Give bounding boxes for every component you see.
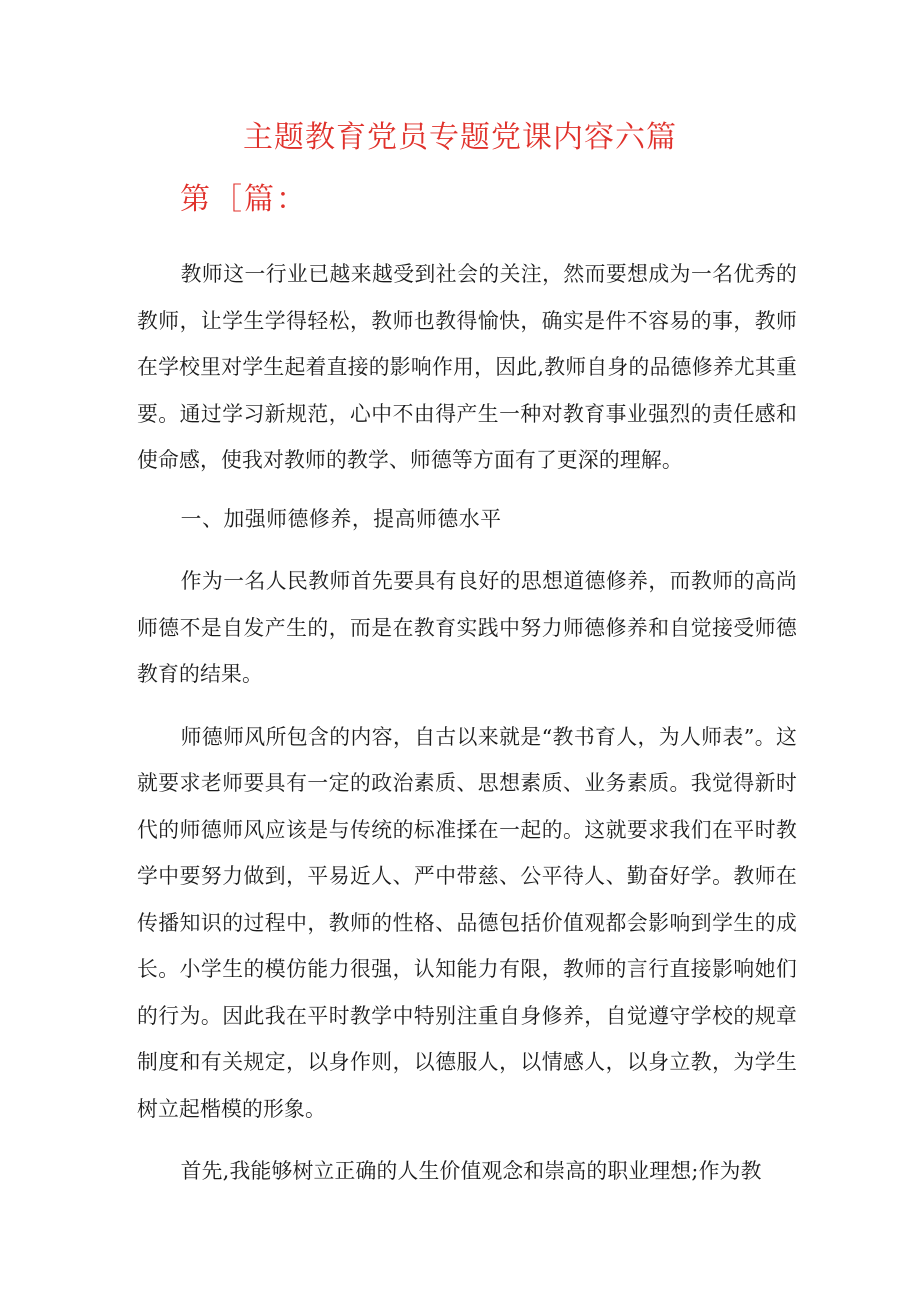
paragraph-teacher-conduct: 师德师风所包含的内容，自古以来就是“教书育人，为人师表”。这就要求老师要具有一定的政治素质、思想素质、业务素质。我觉得新时代的师德师风应该是与传统的标准揉在一起的。这就要求我们在平时教学中要努力做到，平易近人、严中带慈、公平待人、勤奋好学。教师在传播知识的过程中，教师的性格、品德包括价值观都会影响到学生的成长。小学生的模仿能力很强，认知能力有限，教师的言行直接影响她们的行为。因此我在平时教学中特别注重自身修养，自觉遵守学校的规章制度和有关规定，以身作则，以德服人，以情感人，以身立教，为学生树立起楷模的形象。 (137, 724, 797, 1121)
document-title: 主题教育党员专题党课内容六篇 (243, 120, 677, 155)
paragraph-values: 首先,我能够树立正确的人生价值观念和崇高的职业理想;作为教 (180, 1159, 762, 1183)
paragraph-intro: 教师这一行业已越来越受到社会的关注，然而要想成为一名优秀的教师，让学生学得轻松，教师也教得愉快，确实是件不容易的事，教师在学校里对学生起着直接的影响作用，因此,教师自身的品德修养尤其重要。通过学习新规范，心中不由得产生一种对教育事业强烈的责任感和使命感，使我对教师的教学、师德等方面有了更深的理解。 (137, 262, 797, 472)
subheading-strengthen-ethics: 一、加强师德修养，提高师德水平 (180, 506, 502, 531)
paragraph-ethics-cultivation: 作为一名人民教师首先要具有良好的思想道德修养，而教师的高尚师德不是自发产生的，而是在教育实践中努力师德修养和自觉接受师德教育的结果。 (137, 569, 797, 686)
section-heading: 第［篇： (180, 182, 308, 217)
document-body (137, 251, 797, 1195)
